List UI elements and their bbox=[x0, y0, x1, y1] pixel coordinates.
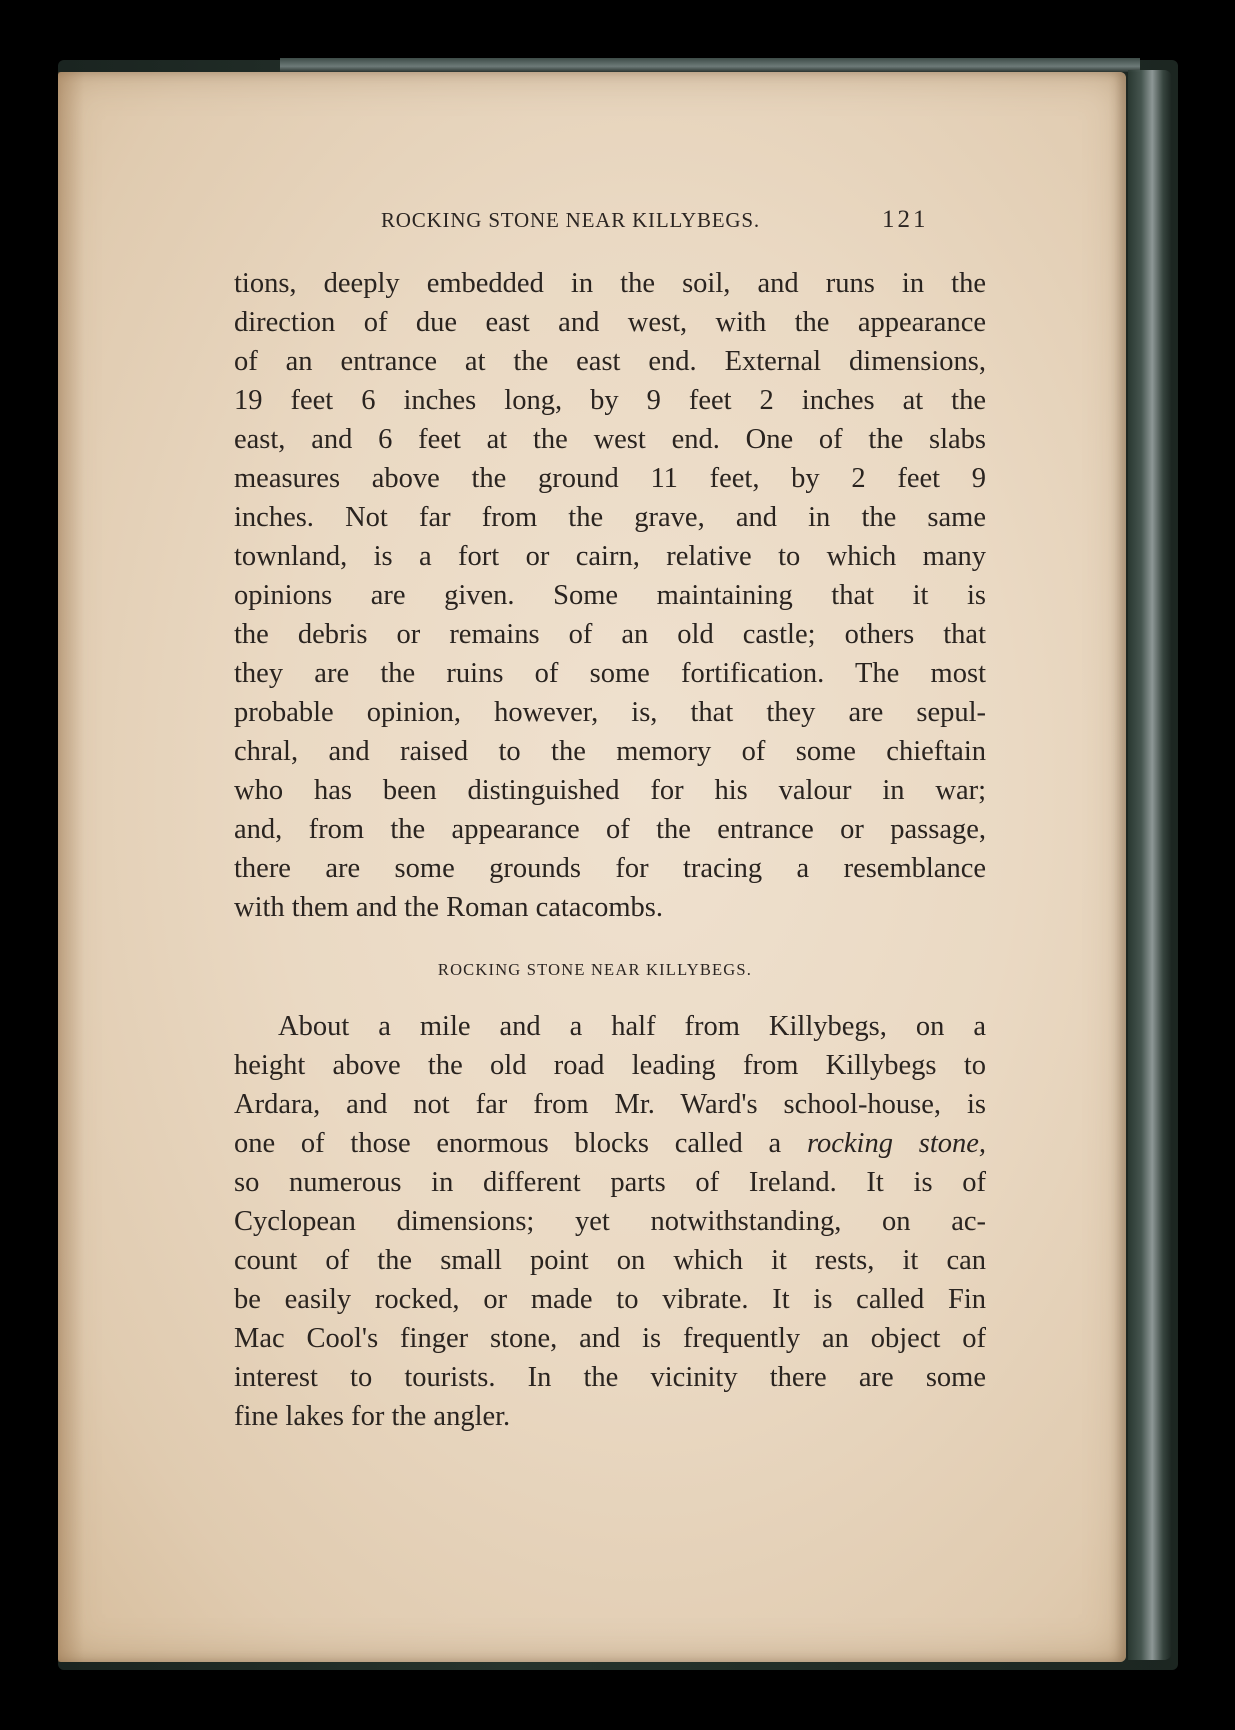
text-line: of an entrance at the east end. External dimensions, bbox=[234, 346, 986, 377]
cover-edge-top bbox=[280, 58, 1140, 72]
text-line: there are some grounds for tracing a resemblance bbox=[234, 853, 986, 884]
text-line: with them and the Roman catacombs. bbox=[234, 892, 663, 923]
text-line: townland, is a fort or cairn, relative to which many bbox=[234, 541, 986, 572]
text-line: east, and 6 feet at the west end. One of the slabs bbox=[234, 424, 986, 455]
text-line: direction of due east and west, with the appearance bbox=[234, 307, 986, 338]
text-line: fine lakes for the angler. bbox=[234, 1401, 511, 1432]
text-line: About a mile and a half from Killybegs, on a bbox=[278, 1011, 986, 1042]
page-number: 121 bbox=[882, 206, 929, 233]
page-header bbox=[58, 208, 1126, 248]
text-line: the debris or remains of an old castle; others that bbox=[234, 619, 986, 650]
text-line: chral, and raised to the memory of some chieftain bbox=[234, 736, 986, 767]
cover-edge-right bbox=[1128, 70, 1172, 1660]
running-title: ROCKING STONE NEAR KILLYBEGS. bbox=[381, 208, 760, 232]
text-line: Ardara, and not far from Mr. Ward's school-house, is bbox=[234, 1089, 986, 1120]
text-line: be easily rocked, or made to vibrate. It is called Fin bbox=[234, 1284, 986, 1315]
text-line: who has been distinguished for his valour in war; bbox=[234, 775, 986, 806]
text-line: interest to tourists. In the vicinity there are some bbox=[234, 1362, 986, 1393]
text-line-part: one of those enormous blocks called a bbox=[234, 1128, 782, 1159]
text-line-with-italic bbox=[234, 1124, 986, 1163]
text-line: count of the small point on which it rests, it can bbox=[234, 1245, 986, 1276]
section-heading: ROCKING STONE NEAR KILLYBEGS. bbox=[437, 960, 753, 979]
text-line: tions, deeply embedded in the soil, and runs in the bbox=[234, 268, 986, 299]
paragraph-2 bbox=[234, 1007, 986, 1436]
text-line: inches. Not far from the grave, and in the same bbox=[234, 502, 986, 533]
text-line: and, from the appearance of the entrance or passage, bbox=[234, 814, 986, 845]
text-line: they are the ruins of some fortification. The most bbox=[234, 658, 986, 689]
text-line: 19 feet 6 inches long, by 9 feet 2 inches at the bbox=[234, 385, 986, 416]
text-line: height above the old road leading from Killybegs to bbox=[234, 1050, 986, 1081]
text-line: measures above the ground 11 feet, by 2 feet 9 bbox=[234, 463, 986, 494]
text-line: so numerous in different parts of Ireland. It is of bbox=[234, 1167, 986, 1198]
text-line: Mac Cool's finger stone, and is frequently an object of bbox=[234, 1323, 986, 1354]
paragraph-1 bbox=[234, 264, 986, 927]
italic-term: rocking stone, bbox=[806, 1128, 987, 1159]
text-line: Cyclopean dimensions; yet notwithstanding, on ac- bbox=[234, 1206, 986, 1237]
text-line: probable opinion, however, is, that they are sepul- bbox=[234, 697, 986, 728]
text-line: opinions are given. Some maintaining that it is bbox=[234, 580, 986, 611]
book-page bbox=[58, 72, 1126, 1662]
